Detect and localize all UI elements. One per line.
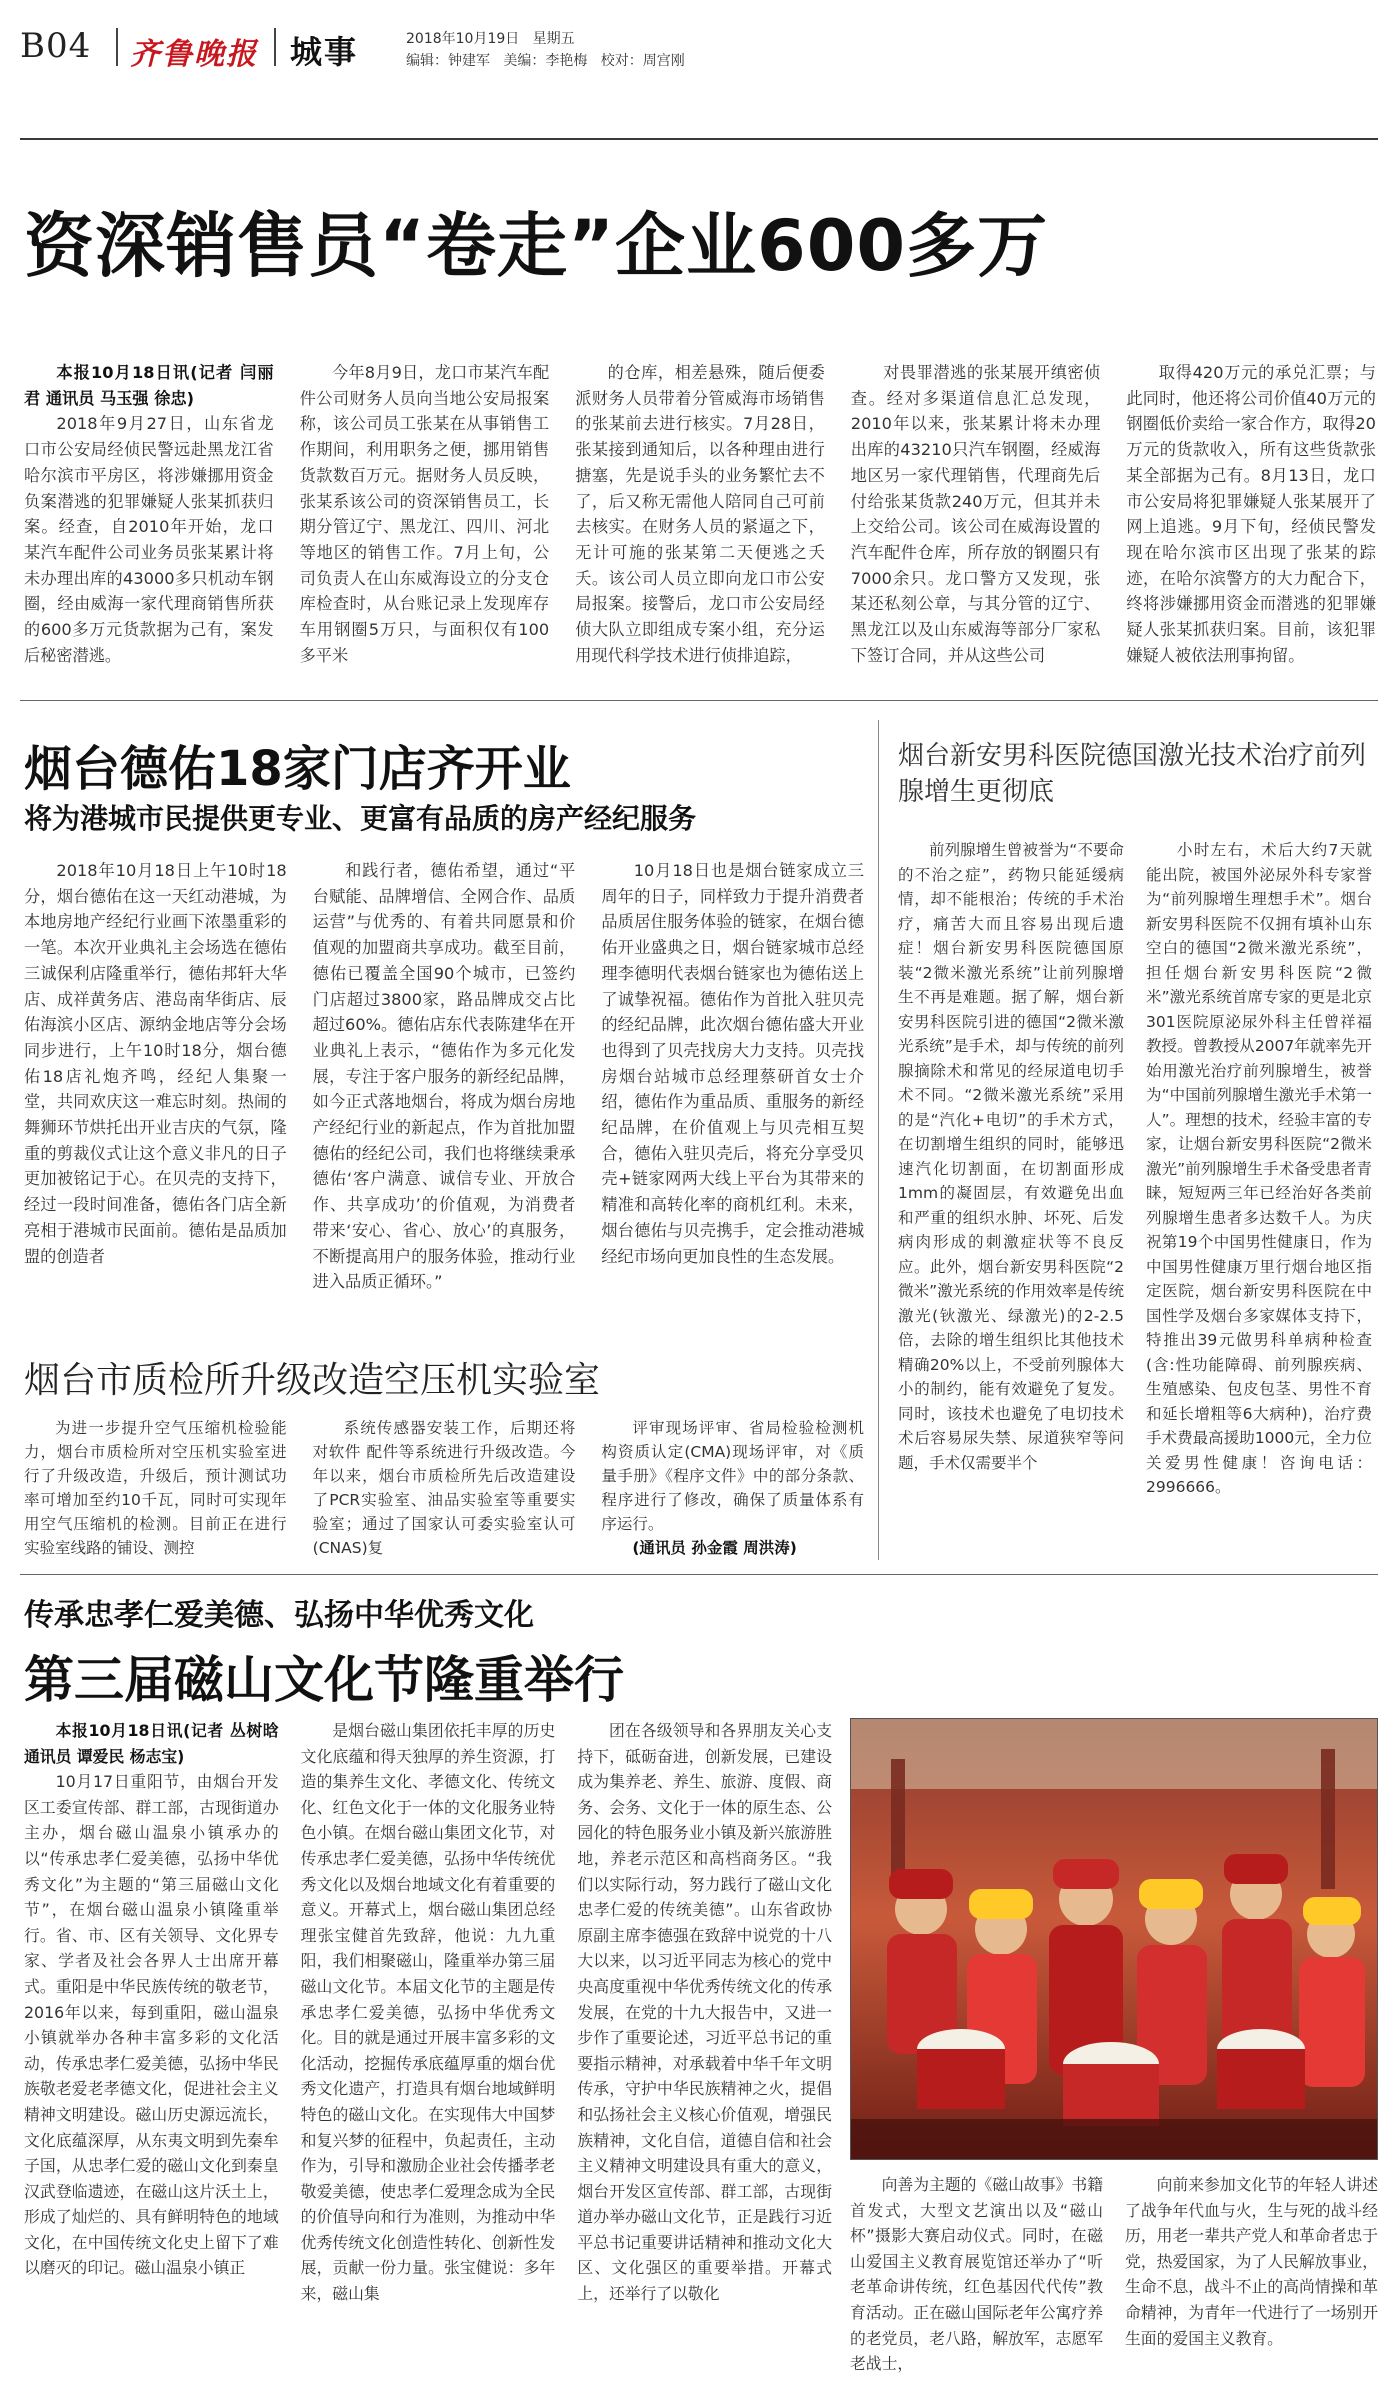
- festival-photo: [850, 1718, 1378, 2160]
- story4-col2-text: 小时左右，术后大约7天就能出院，被国外泌尿外科专家誉为“前列腺增生理想手术”。烟台新安男科医院不仅拥有填补山东空白的德国“2微米激光系统”，担任烟台新安男科医院“2微米”激光系统首席专家的更是北京301医院原泌尿外科主任曾祥福教授。曾教授从2007年就率先开始用激光治疗前列腺增生，被誉为“中国前列腺增生激光手术第一人”。理想的技术，经验丰富的专家，让烟台新安男科医院“2微米激光”前列腺增生手术备受患者青睐，短短两三年已经治好各类前列腺增生患者多达数千人。为庆祝第19个中国男性健康日，作为中国男性健康万里行烟台地区指定医院，烟台新安男科医院在中国性学及烟台多家媒体支持下，特推出39元做男科单病种检查(含:性功能障碍、前列腺疾病、生殖感染、包皮包茎、男性不育和延长增粗等6大病种)，治疗费手术费最高援助1000元，全力位关爱男性健康！咨询电话：2996666。: [1146, 841, 1372, 1496]
- story5-body-right: [850, 2172, 1378, 2382]
- story2-col-3: [601, 858, 864, 1295]
- story2-col1-text: 2018年10月18日上午10时18分，烟台德佑在这一天红动港城，为本地房地产经纪行业画下浓墨重彩的一笔。本次开业典礼主会场选在德佑三诚保利店隆重举行，德佑邦轩大华店、成祥黄务店、港岛南华街店、辰佑海滨小区店、源纳金地店等分会场同步进行，上午10时18分，烟台德佑18店礼炮齐鸣，经纪人集聚一堂，共同欢庆这一难忘时刻。热闹的舞狮环节烘托出开业吉庆的气氛，隆重的剪裁仪式让这个意义非凡的日子更加被铭记于心。在贝壳的支持下，经过一段时间准备，德佑各门店全新亮相于港城市民面前。德佑是品质加盟的创造者: [24, 861, 287, 1266]
- story3-col1-text: 为进一步提升空气压缩机检验能力，烟台市质检所对空压机实验室进行了升级改造，升级后，预计测试功率可增加至约10千瓦，同时可实现年用空气压缩机的检测。目前正在进行实验室线路的铺设、测控: [24, 1419, 287, 1556]
- story1-dateline: 本报10月18日讯(记者 闫丽君 通讯员 马玉强 徐忠): [24, 363, 274, 408]
- story1-col2-text: 今年8月9日，龙口市某汽车配件公司财务人员向当地公安局报案称，该公司员工张某在从事销售工作期间，利用职务之便，挪用销售货款数百万元。据财务人员反映，张某系该公司的资深销售员工，长期分管辽宁、黑龙江、四川、河北等地区的销售工作。7月上旬，公司负责人在山东威海设立的分支仓库检查时，从台账记录上发现库存车用钢圈5万只，与面积仅有100多平米: [299, 363, 550, 665]
- story2-col3-text: 10月18日也是烟台链家成立三周年的日子，同样致力于提升消费者品质居住服务体验的链家，在烟台德佑开业盛典之日，烟台链家城市总经理李德明代表烟台链家也为德佑送上了诚挚祝福。德佑作为首批入驻贝壳的经纪品牌，此次烟台德佑盛大开业也得到了贝壳找房大力支持。贝壳找房烟台站城市总经理蔡研首女士介绍，德佑作为重品质、重服务的新经纪品牌，在价值观上与贝壳相互契合，德佑入驻贝壳后，将充分享受贝壳+链家网两大线上平台为其带来的精准和高转化率的商机红利。未来，烟台德佑与贝壳携手，定会推动港城经纪市场向更加良性的生态发展。: [601, 861, 864, 1266]
- story1-col-4: [851, 360, 1101, 668]
- issue-date-line: [406, 28, 575, 48]
- story1-col-5: [1126, 360, 1376, 668]
- masthead-divider-2: [274, 28, 276, 66]
- story4-col-2: [1146, 838, 1372, 1500]
- story5-col-1: [24, 1718, 279, 2307]
- story5-col4-text: 向善为主题的《磁山故事》书籍首发式，大型文艺演出以及“磁山杯”摄影大赛启动仪式。同时，在磁山爱国主义教育展览馆还举办了“听老革命讲传统，红色基因代代传”教育活动。正在磁山国际老年公寓疗养的老党员，老八路，解放军，志愿军老战士，: [850, 2175, 1103, 2374]
- story3-col2-text: 系统传感器安装工作，后期还将对软件 配件等系统进行升级改造。今年以来，烟台市质检所先后改造建设了PCR实验室、油品实验室等重要实验室；通过了国家认可委实验室认可(CNAS)复: [312, 1419, 576, 1556]
- story1-col4-text: 对畏罪潜逃的张某展开缜密侦查。经对多渠道信息汇总发现，2010年以来，张某累计将未办理出库的43210只汽车钢圈，经威海地区另一家代理销售，代理商先后付给张某货款240万元，但其并未上交给公司。该公司在威海设置的汽车配件仓库，所存放的钢圈只有7000余只。龙口警方又发现，张某还私刻公章，与其分管的辽宁、黑龙江以及山东威海等部分厂家私下签订合同，并从这些公司: [850, 363, 1101, 665]
- story3-col-2: [313, 1416, 576, 1556]
- story2-headline: 烟台德佑18家门店齐开业: [24, 741, 571, 797]
- story4-headline: 烟台新安男科医院德国激光技术治疗前列腺增生更彻底: [898, 741, 1367, 807]
- story2-subhead: 将为港城市民提供更专业、更富有品质的房产经纪服务: [24, 802, 697, 835]
- story5-col-2: [301, 1718, 556, 2307]
- masthead-rule: [20, 138, 1378, 140]
- story1-headline: 资深销售员“卷走”企业600多万: [24, 205, 1049, 287]
- story4-col-1: [898, 838, 1124, 1500]
- story1-col5-text: 取得420万元的承兑汇票；与此同时，他还将公司价值40万元的钢圈低价卖给一家合作方，取得20万元的货款收入，所有这些货款张某全部据为己有。8月13日，龙口市公安局将犯罪嫌疑人张某展开了网上追逃。9月下旬，经侦民警发现在哈尔滨市区出现了张某的踪迹，在哈尔滨警方的大力配合下，终将涉嫌挪用资金而潜逃的犯罪嫌疑人张某抓获归案。目前，该犯罪嫌疑人被依法刑事拘留。: [1126, 363, 1376, 665]
- story3-col3-text: 评审现场评审、省局检验检测机构资质认定(CMA)现场评审，对《质量手册》《程序文件》中的部分条款、程序进行了修改，确保了质量体系有序运行。: [601, 1419, 864, 1533]
- story5-col-5: [1125, 2172, 1378, 2377]
- story1-col3-text: 的仓库，相差悬殊，随后便委派财务人员带着分管威海市场销售的张某前去进行核实。7月28日，张某接到通知后，以各种理由进行搪塞，先是说手头的业务繁忙去不了，后又称无需他人陪同自己可前去核实。在财务人员的紧逼之下，无计可施的张某第二天便逃之夭夭。该公司人员立即向龙口市公安局报案。接警后，龙口市公安局经侦大队立即组成专案小组，充分运用现代科学技术进行侦排追踪，: [575, 363, 825, 665]
- story1-col-2: [300, 360, 550, 668]
- story5-col3-text: 团在各级领导和各界朋友关心支持下，砥砺奋进，创新发展，已建设成为集养老、养生、旅游、度假、商务、会务、文化于一体的原生态、公园化的特色服务业小镇及新兴旅游胜地，养老示范区和高档商务区。“我们以实际行动，努力践行了磁山文化忠孝仁爱的传统美德”。山东省政协原副主席李德强在致辞中说党的十八大以来，以习近平同志为核心的党中央高度重视中华优秀传统文化的传承发展，在党的十九大报告中，又进一步作了重要论述，习近平总书记的重要指示精神，对承载着中华千年文明传承，守护中华民族精神之火，提倡和弘扬社会主义核心价值观，增强民族精神，文化自信，道德自信和社会主义精神文明建设具有重大的意义，烟台开发区宣传部、群工部，古现街道办举办磁山文化节，正是践行习近平总书记重要讲话精神和推动文化大区、文化强区的重要举措。开幕式上，还举行了以敬化: [577, 1721, 832, 2304]
- story5-col2-text: 是烟台磁山集团依托丰厚的历史文化底蕴和得天独厚的养生资源，打造的集养生文化、孝德文化、传统文化、红色文化于一体的文化服务业特色小镇。在烟台磁山集团文化节，对传承忠孝仁爱美德，弘扬中华传统优秀文化以及烟台地域文化有着重要的意义。开幕式上，烟台磁山集团总经理张宝健首先致辞，他说：九九重阳，我们相聚磁山，隆重举办第三届磁山文化节。本届文化节的主题是传承忠孝仁爱美德，弘扬中华优秀文化。目的就是通过开展丰富多彩的文化活动，挖掘传承底蕴厚重的烟台优秀文化遗产，打造具有烟台地域鲜明特色的磁山文化。在实现伟大中国梦和复兴梦的征程中，负起责任，主动作为，引导和激励企业社会传播孝老敬爱美德，使忠孝仁爱理念成为全民的价值导向和行为准则，为推动中华优秀传统文化创造性转化、创新性发展，贡献一份力量。张宝健说：多年来，磁山集: [300, 1721, 556, 2304]
- editor-credit: 编辑：钟建军: [406, 53, 490, 69]
- art-credit: 美编：李艳梅: [503, 53, 588, 69]
- proof-credit: 校对：周宫刚: [600, 53, 685, 69]
- story1-col1-text: 2018年9月27日，山东省龙口市公安局经侦民警远赴黑龙江省哈尔滨市平房区，将涉嫌挪用资金负案潜逃的犯罪嫌疑人张某抓获归案。经查，自2010年开始，龙口某汽车配件公司业务员张某累计将未办理出库的43000多只机动车钢圈，经由威海一家代理商销售所获的600多万元货款据为己有，案发后秘密潜逃。: [24, 414, 274, 665]
- page-number: B04: [20, 26, 92, 66]
- story2-col-1: [24, 858, 287, 1295]
- story2-body: [24, 858, 864, 1332]
- story1-body: [24, 360, 1376, 680]
- story3-col-1: [24, 1416, 287, 1556]
- section-name: 城事: [290, 33, 359, 71]
- story5-dateline: 本报10月18日讯(记者 丛树晗 通讯员 谭爱民 杨志宝): [24, 1721, 279, 1766]
- story4-left-rule: [878, 720, 879, 1560]
- issue-weekday: 星期五: [532, 31, 575, 47]
- story1-col-3: [575, 360, 825, 668]
- story5-headline: 第三届磁山文化节隆重举行: [24, 1651, 624, 1709]
- story5-col5-text: 向前来参加文化节的年轻人讲述了战争年代血与火，生与死的战斗经历，用老一辈共产党人和革命者忠于党，热爱国家，为了人民解放事业，生命不息，战斗不止的高尚情操和革命精神，为青年一代进行了一场别开生面的爱国主义教育。: [1125, 2175, 1378, 2348]
- paper-logo: 齐鲁晚报: [130, 37, 258, 72]
- story5-col-4: [850, 2172, 1103, 2377]
- story4-body: [898, 838, 1372, 1558]
- story3-col-3: [601, 1416, 864, 1556]
- story2-col-2: [313, 858, 576, 1295]
- issue-date: 2018年10月19日: [406, 31, 520, 47]
- story4-col1-text: 前列腺增生曾被誉为“不要命的不治之症”，药物只能延缓病情，却不能根治；传统的手术治疗，痛苦大而且容易出现后遗症！烟台新安男科医院德国原装“2微米激光系统”让前列腺增生不再是难题。据了解，烟台新安男科医院引进的德国“2微米激光系统”是手术，却与传统的前列腺摘除术和常见的经尿道电切手术不同。“2微米激光系统”采用的是“汽化+电切”的手术方式，在切割增生组织的同时，能够迅速汽化切割面，在切割面形成1mm的凝固层，有效避免出血和严重的组织水肿、坏死、后发病肉形成的刺激症状等不良反应。此外，烟台新安男科医院“2微米”激光系统的作用效率是传统激光(钬激光、绿激光)的2-2.5倍，去除的增生组织比其他技术精确20%以上，不受前列腺体大小的制约，能有效避免了复发。同时，该技术也避免了电切技术术后容易尿失禁、尿道狭窄等问题，手术仅需要半个: [898, 841, 1124, 1472]
- story3-body: [24, 1416, 864, 1556]
- story5-body-left: [24, 1718, 832, 2378]
- story5-kicker: 传承忠孝仁爱美德、弘扬中华优秀文化: [24, 1598, 534, 1633]
- festival-photo-art: [851, 1719, 1378, 2160]
- masthead: [20, 16, 1378, 76]
- story1-bottom-rule: [20, 700, 1378, 701]
- credits-line: [406, 50, 685, 70]
- masthead-divider: [116, 28, 118, 66]
- story5-col1-text: 10月17日重阳节，由烟台开发区工委宣传部、群工部，古现街道办主办，烟台磁山温泉小镇承办的以“传承忠孝仁爱美德，弘扬中华优秀文化”为主题的“第三届磁山文化节”，在烟台磁山温泉小镇隆重举行。省、市、区有关领导、文化界专家、学者及社会各界人士出席开幕式。重阳是中华民族传统的敬老节，2016年以来，每到重阳，磁山温泉小镇就举办各种丰富多彩的文化活动，传承忠孝仁爱美德，弘扬中华民族敬老爱老孝德文化，促进社会主义精神文明建设。磁山历史源远流长，文化底蕴深厚，从东夷文明到先秦牟子国，从忠孝仁爱的磁山文化到秦皇汉武登临遗迹，在磁山这片沃土上，形成了灿烂的、具有鲜明特色的地域文化，在中国传统文化史上留下了难以磨灭的印记。磁山温泉小镇正: [24, 1772, 279, 2278]
- story3-bottom-rule: [20, 1574, 1378, 1575]
- story1-col-1: [24, 360, 274, 668]
- story3-byline: (通讯员 孙金霞 周洪涛): [632, 1539, 797, 1556]
- story5-col-3: [577, 1718, 832, 2307]
- story3-headline: 烟台市质检所升级改造空压机实验室: [24, 1360, 601, 1401]
- story2-col2-text: 和践行者，德佑希望，通过“平台赋能、品牌增信、全网合作、品质运营”与优秀的、有着共同愿景和价值观的加盟商共享成功。截至目前，德佑已覆盖全国90个城市，已签约门店超过3800家，路品牌成交占比超过60%。德佑店东代表陈建华在开业典礼上表示，“德佑作为多元化发展，专注于客户服务的新经纪品牌，如今正式落地烟台，将成为烟台房地产经纪行业的新起点，作为首批加盟德佑的经纪公司，我们也将继续秉承德佑‘客户满意、诚信专业、开放合作、共享成功’的价值观，为消费者带来‘安心、省心、放心’的真服务，不断提高用户的服务体验，推动行业进入品质正循环。”: [312, 861, 576, 1292]
